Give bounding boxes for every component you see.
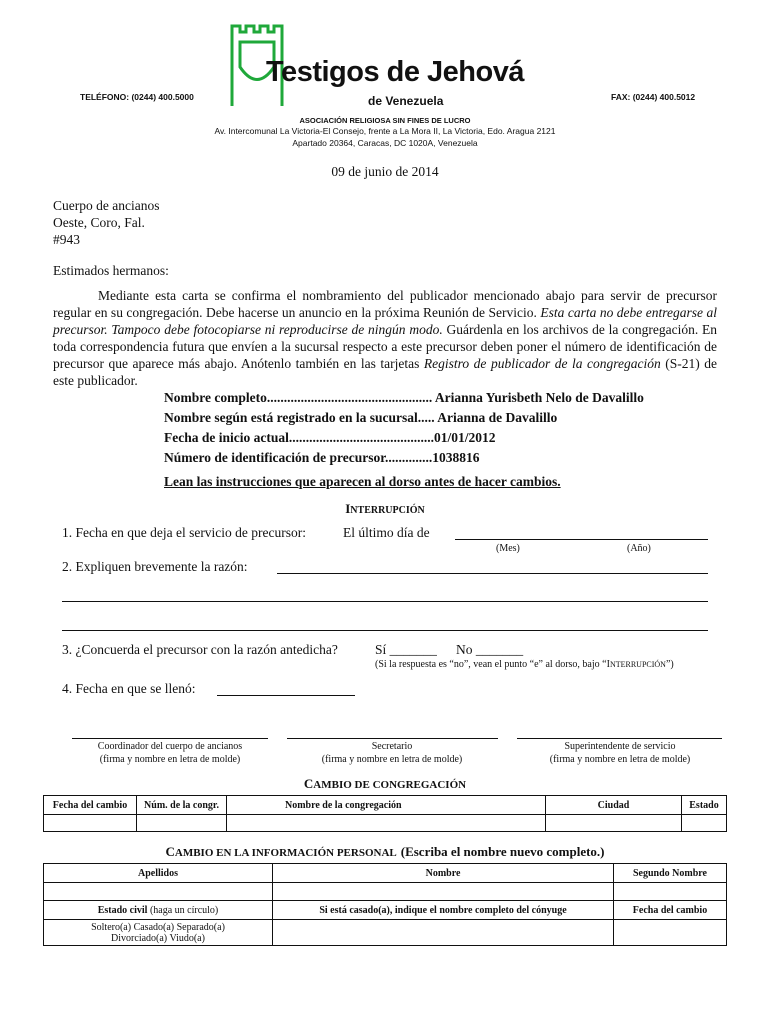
column-header: Núm. de la congr. bbox=[137, 796, 227, 815]
instructions-note: Lean las instrucciones que aparecen al dorso antes de hacer cambios. bbox=[164, 474, 561, 489]
civil-status-header: Estado civil (haga un círculo) bbox=[44, 901, 273, 920]
recipient-block bbox=[53, 197, 159, 248]
detail-label: Nombre según está registrado en la sucursal..... bbox=[164, 410, 435, 425]
detail-label: Nombre completo................................................. bbox=[164, 390, 433, 405]
detail-value: 01/01/2012 bbox=[434, 430, 496, 445]
signature-line[interactable] bbox=[287, 738, 498, 739]
column-header: Nombre de la congregación bbox=[227, 796, 546, 815]
q3-no[interactable]: No _______ bbox=[456, 642, 524, 657]
pioneer-details bbox=[164, 388, 644, 468]
detail-label: Fecha de inicio actual........................................... bbox=[164, 430, 434, 445]
table-cell[interactable] bbox=[273, 883, 614, 901]
congregation-change-heading: CAMBIO DE CONGREGACIÓN bbox=[303, 776, 467, 791]
phone-number: TELÉFONO: (0244) 400.5000 bbox=[80, 92, 194, 102]
q4-label: 4. Fecha en que se llenó: bbox=[62, 681, 196, 696]
civil-status-options[interactable]: Soltero(a) Casado(a) Separado(a) Divorciado(a) Viudo(a) bbox=[44, 920, 273, 946]
body-text: Mediante esta carta se confirma el nombramiento del publicador mencionado abajo para servir de precursor regular en su congregación. Debe hacerse un anuncio en la próxima Reunión de Servicio. bbox=[53, 288, 717, 320]
body-text: Guárdenla en los archivos de la congregación. En toda correspondencia futura que envíen a la sucursal respecto a este precursor deben poner el número de identificación de precursor que aparece más abajo. Anótenlo también en las tarjetas bbox=[53, 322, 717, 371]
recipient-line: Oeste, Coro, Fal. bbox=[53, 215, 145, 230]
q2-label: 2. Expliquen brevemente la razón: bbox=[62, 559, 248, 574]
association-line: ASOCIACIÓN RELIGIOSA SIN FINES DE LUCRO bbox=[299, 116, 471, 125]
table-cell[interactable] bbox=[44, 883, 273, 901]
q1-label: 1. Fecha en que deja el servicio de precursor: bbox=[62, 525, 307, 540]
q4-date-line[interactable] bbox=[217, 695, 355, 696]
q2-answer-line[interactable] bbox=[62, 630, 708, 631]
body-italic: Registro de publicador de la congregación bbox=[423, 356, 661, 371]
table-cell[interactable] bbox=[44, 815, 137, 832]
column-header: Segundo Nombre bbox=[614, 864, 727, 883]
q3-label: 3. ¿Concuerda el precursor con la razón antedicha? bbox=[62, 642, 338, 657]
q2-answer-line[interactable] bbox=[277, 573, 708, 574]
table-cell[interactable] bbox=[227, 815, 546, 832]
address-line-2: Apartado 20364, Caracas, DC 1020A, Venezuela bbox=[292, 138, 478, 148]
year-caption: (Año) bbox=[627, 543, 651, 554]
q2-answer-line[interactable] bbox=[62, 601, 708, 602]
congregation-change-table bbox=[43, 795, 727, 832]
column-header: Fecha del cambio bbox=[44, 796, 137, 815]
detail-label: Número de identificación de precursor.............. bbox=[164, 450, 433, 465]
recipient-line: #943 bbox=[53, 232, 80, 247]
salutation: Estimados hermanos: bbox=[53, 263, 169, 278]
signature-caption: Coordinador del cuerpo de ancianos (firma y nombre en letra de molde) bbox=[97, 741, 243, 765]
table-cell[interactable] bbox=[137, 815, 227, 832]
org-subtitle: de Venezuela bbox=[368, 94, 444, 108]
table-cell[interactable] bbox=[614, 883, 727, 901]
recipient-line: Cuerpo de ancianos bbox=[53, 198, 160, 213]
detail-value: Arianna Yurisbeth Nelo de Davalillo bbox=[434, 390, 644, 405]
table-cell[interactable] bbox=[682, 815, 727, 832]
body-text: (S-21) de este publicador. bbox=[53, 356, 718, 388]
personal-change-table bbox=[43, 863, 727, 946]
month-caption: (Mes) bbox=[496, 543, 520, 554]
detail-value: Arianna de Davalillo bbox=[437, 410, 558, 425]
letter-date: 09 de junio de 2014 bbox=[331, 164, 439, 179]
column-header: Estado bbox=[682, 796, 727, 815]
detail-value: 1038816 bbox=[432, 450, 480, 465]
fax-number: FAX: (0244) 400.5012 bbox=[611, 92, 696, 102]
column-header: Apellidos bbox=[44, 864, 273, 883]
table-cell[interactable] bbox=[273, 920, 614, 946]
personal-change-heading: CAMBIO EN LA INFORMACIÓN PERSONAL (Escriba el nombre nuevo completo.) bbox=[165, 844, 605, 859]
q3-note: (Si la respuesta es “no”, vean el punto “e” al dorso, bajo “INTERRUPCIÓN”) bbox=[375, 659, 674, 670]
letter-body bbox=[53, 287, 717, 389]
signature-line[interactable] bbox=[517, 738, 722, 739]
table-cell[interactable] bbox=[614, 920, 727, 946]
column-header: Nombre bbox=[273, 864, 614, 883]
q3-yes[interactable]: Sí _______ bbox=[375, 642, 437, 657]
table-cell[interactable] bbox=[546, 815, 682, 832]
q1-date-line[interactable] bbox=[455, 539, 708, 540]
signature-caption: Secretario (firma y nombre en letra de molde) bbox=[321, 741, 463, 765]
org-title: Testigos de Jehová bbox=[266, 56, 524, 88]
interruption-heading: INTERRUPCIÓN bbox=[345, 501, 425, 516]
change-date-header: Fecha del cambio bbox=[614, 901, 727, 920]
q1-tail: El último día de bbox=[343, 525, 430, 540]
signature-caption: Superintendente de servicio (firma y nombre en letra de molde) bbox=[549, 741, 691, 765]
address-line-1: Av. Intercomunal La Victoria-El Consejo, frente a La Mora II, La Victoria, Edo. Aragua 2121 bbox=[214, 126, 556, 136]
spouse-header: Si está casado(a), indique el nombre completo del cónyuge bbox=[273, 901, 614, 920]
body-italic: Esta carta no debe entregarse al precursor. Tampoco debe fotocopiarse ni reproducirse de ningún modo. bbox=[53, 305, 717, 337]
column-header: Ciudad bbox=[546, 796, 682, 815]
signature-line[interactable] bbox=[72, 738, 268, 739]
